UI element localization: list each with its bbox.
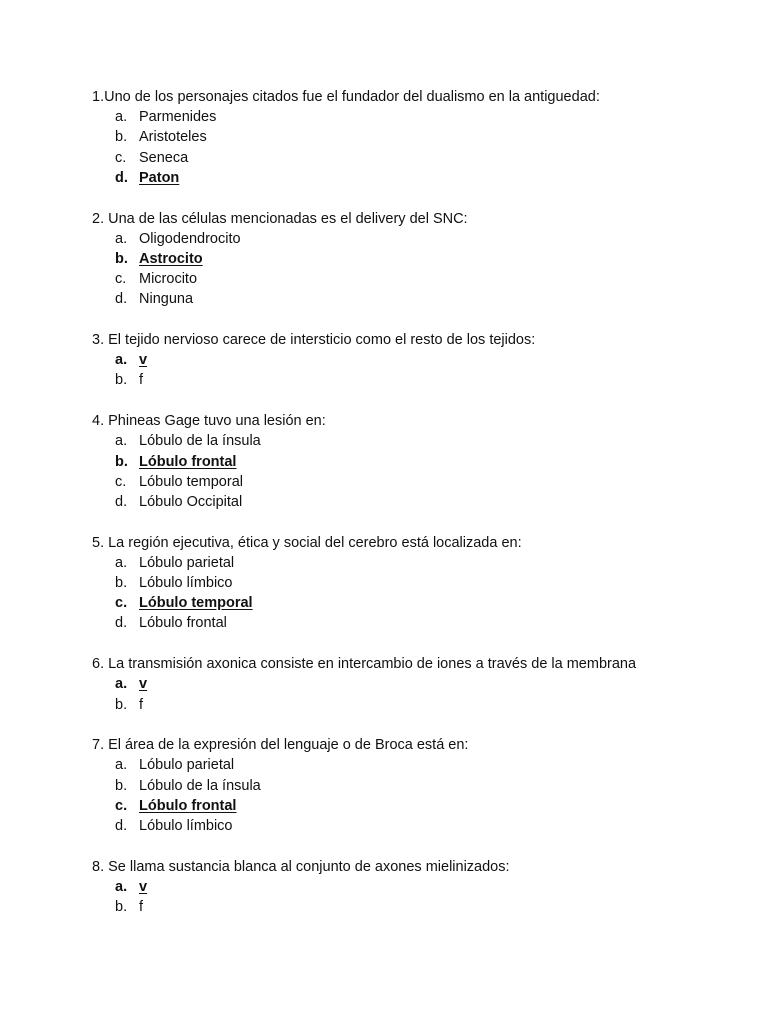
option-text: Lóbulo frontal: [139, 615, 227, 632]
quiz-document: [92, 87, 752, 938]
option-letter: b.: [115, 453, 128, 470]
option-letter: a.: [115, 879, 128, 895]
answer-option: [92, 127, 752, 147]
answer-option: [92, 573, 752, 593]
question-2: [92, 209, 752, 310]
option-letter: a.: [115, 352, 128, 369]
option-letter: a.: [115, 554, 128, 571]
answer-option: [92, 553, 752, 573]
option-letter: b.: [115, 777, 128, 794]
question-text: 1.Uno de los personajes citados fue el fundador del dualismo en la antiguedad:: [92, 89, 600, 105]
option-text: Ninguna: [139, 291, 194, 308]
option-letter: b.: [115, 372, 128, 389]
option-text: Aristoteles: [139, 129, 207, 146]
answer-option-correct: [92, 593, 752, 613]
option-text: Parmenides: [139, 109, 217, 126]
question-text: 7. El área de la expresión del lenguaje o de Broca está en:: [92, 737, 469, 754]
option-text: Lóbulo de la ínsula: [139, 433, 261, 450]
answer-option: [92, 613, 752, 633]
answer-options: [92, 755, 752, 836]
option-text: v: [139, 352, 148, 369]
option-text: Lóbulo parietal: [139, 757, 235, 774]
question-3: [92, 330, 752, 391]
option-letter: b.: [115, 575, 128, 592]
answer-option: [92, 289, 752, 309]
answer-option-correct: [92, 674, 752, 694]
option-letter: d.: [115, 169, 128, 186]
question-text: 8. Se llama sustancia blanca al conjunto de axones mielinizados:: [92, 858, 510, 875]
option-letter: d.: [115, 615, 128, 632]
option-text: Lóbulo de la ínsula: [139, 777, 261, 794]
option-letter: c.: [115, 149, 127, 166]
option-text: v: [139, 676, 148, 693]
option-letter: b.: [115, 129, 128, 146]
question-text: 2. Una de las células mencionadas es el delivery del SNC:: [92, 210, 468, 227]
answer-option: [92, 776, 752, 796]
option-text: v: [139, 879, 148, 895]
option-text: f: [139, 899, 144, 916]
option-letter: c.: [115, 271, 127, 288]
question-text: 5. La región ejecutiva, ética y social del cerebro está localizada en:: [92, 534, 522, 551]
option-text: Paton: [139, 169, 180, 186]
option-letter: b.: [115, 899, 128, 916]
answer-option-correct: [92, 350, 752, 370]
question-6: [92, 654, 752, 715]
answer-options: [92, 107, 752, 188]
answer-option: [92, 229, 752, 249]
question-5: [92, 533, 752, 634]
answer-options: [92, 553, 752, 634]
answer-option: [92, 492, 752, 512]
answer-options: [92, 877, 752, 917]
option-letter: a.: [115, 433, 128, 450]
option-text: Lóbulo frontal: [139, 797, 237, 814]
option-letter: b.: [115, 696, 128, 713]
answer-option: [92, 816, 752, 836]
answer-option: [92, 755, 752, 775]
answer-option-correct: [92, 796, 752, 816]
option-text: Lóbulo frontal: [139, 453, 237, 470]
option-letter: b.: [115, 250, 128, 267]
option-letter: a.: [115, 757, 128, 774]
option-text: Microcito: [139, 271, 198, 288]
answer-option-correct: [92, 249, 752, 269]
answer-option-correct: [92, 877, 752, 897]
question-8: [92, 857, 752, 918]
answer-option: [92, 897, 752, 917]
option-text: Lóbulo límbico: [139, 575, 233, 592]
option-letter: d.: [115, 818, 128, 835]
option-text: f: [139, 372, 144, 389]
option-letter: d.: [115, 291, 128, 308]
option-letter: a.: [115, 676, 128, 693]
answer-option-correct: [92, 168, 752, 188]
answer-options: [92, 431, 752, 512]
option-letter: c.: [115, 595, 128, 612]
option-letter: a.: [115, 230, 128, 247]
answer-option: [92, 269, 752, 289]
answer-option: [92, 472, 752, 492]
question-text: 6. La transmisión axonica consiste en intercambio de iones a través de la membrana: [92, 656, 637, 673]
answer-option: [92, 370, 752, 390]
option-letter: c.: [115, 473, 127, 490]
option-text: Lóbulo parietal: [139, 554, 235, 571]
answer-options: [92, 229, 752, 310]
question-4: [92, 411, 752, 512]
question-1: [92, 87, 752, 188]
option-text: Astrocito: [139, 250, 203, 267]
option-letter: a.: [115, 109, 128, 126]
option-text: Oligodendrocito: [139, 230, 241, 247]
answer-option-correct: [92, 452, 752, 472]
question-text: 4. Phineas Gage tuvo una lesión en:: [92, 413, 326, 430]
answer-option: [92, 695, 752, 715]
answer-options: [92, 350, 752, 390]
option-text: f: [139, 696, 144, 713]
question-7: [92, 735, 752, 836]
option-text: Lóbulo límbico: [139, 818, 233, 835]
question-text: 3. El tejido nervioso carece de intersticio como el resto de los tejidos:: [92, 332, 536, 349]
answer-option: [92, 148, 752, 168]
option-letter: d.: [115, 493, 128, 510]
option-text: Lóbulo temporal: [139, 595, 253, 612]
option-letter: c.: [115, 797, 128, 814]
answer-option: [92, 107, 752, 127]
answer-option: [92, 431, 752, 451]
answer-options: [92, 674, 752, 714]
option-text: Seneca: [139, 149, 189, 166]
option-text: Lóbulo Occipital: [139, 493, 243, 510]
option-text: Lóbulo temporal: [139, 473, 243, 490]
